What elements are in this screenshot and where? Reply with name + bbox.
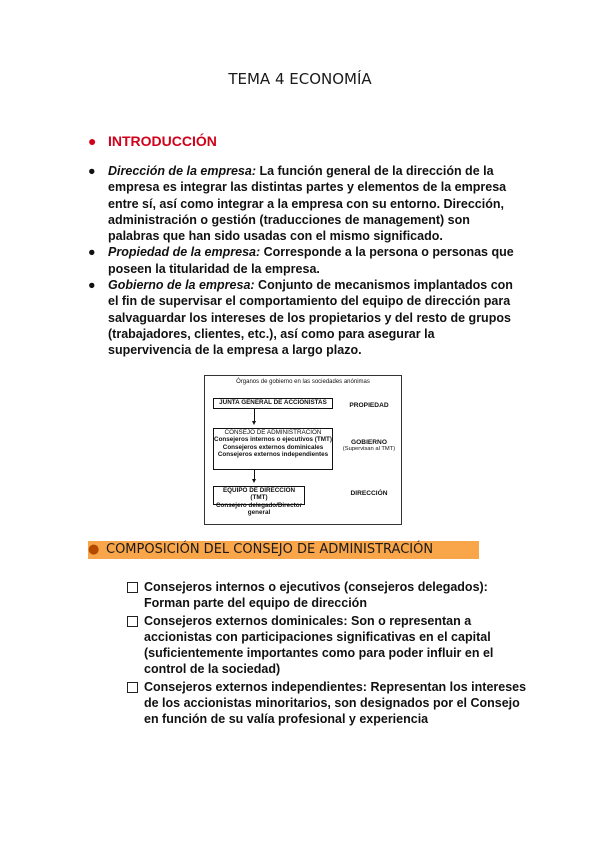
section-heading-introduccion — [88, 133, 217, 149]
diagram-title: Órganos de gobierno en las sociedades anónimas — [236, 379, 370, 385]
item-text: Consejeros internos o ejecutivos (consejeros delegados): Forman parte del equipo de dirección — [144, 580, 488, 611]
composition-list — [127, 579, 537, 728]
bullet-icon: ● — [88, 133, 97, 149]
direccion-label: DIRECCIÓN — [350, 490, 388, 497]
consejo-line: Consejeros externos independientes — [217, 451, 329, 459]
checkbox-icon[interactable] — [127, 682, 138, 693]
checkbox-icon[interactable] — [127, 582, 138, 593]
equipo-box — [213, 486, 305, 517]
consejo-line: Consejeros externos dominicales — [222, 443, 324, 451]
bullet-icon: ● — [88, 164, 96, 178]
consejo-title: CONSEJO DE ADMINISTRACIÓN — [224, 429, 322, 436]
equipo-title: EQUIPO DE DIRECCIÓN (TMT) — [222, 487, 296, 502]
page-title: TEMA 4 ECONOMÍA — [228, 70, 372, 88]
term: Gobierno de la empresa: — [108, 278, 255, 293]
list-item — [88, 163, 518, 244]
consejo-line: Consejeros internos o ejecutivos (TMT) — [214, 436, 332, 444]
term: Dirección de la empresa: — [108, 164, 256, 178]
bullet-icon: ● — [88, 278, 96, 293]
item-text: Consejeros externos independientes: Representan los intereses de los accionistas minoritarios, son designados por el Consejo en función de su valía profesional y experiencia — [144, 679, 527, 727]
definition-text: Conjunto de mecanismos implantados con el fin de supervisar el comportamiento del equipo de dirección para salvaguardar los intereses de los propietarios y del resto de grupos (trabajadores, clientes, etc.), así como para asegurar la supervivencia de la empresa a largo plazo. — [108, 278, 513, 358]
list-item — [88, 277, 518, 358]
section-heading-text: COMPOSICIÓN DEL CONSEJO DE ADMINISTRACIÓN — [106, 542, 434, 557]
list-item — [127, 679, 537, 728]
list-item — [127, 613, 537, 678]
consejo-box — [213, 428, 333, 470]
arrow-icon — [254, 470, 255, 480]
gobierno-subtitle: (Supervisan al TMT) — [342, 446, 396, 453]
list-item — [127, 579, 537, 612]
arrow-icon — [254, 409, 255, 422]
propiedad-label: PROPIEDAD — [349, 402, 389, 409]
item-text: Consejeros externos dominicales: Son o representan a accionistas con participaciones significativas en el capital (suficientemente importantes como para poder influir en el control de la sociedad) — [144, 613, 494, 677]
equipo-line: Consejero delegado/Director general — [215, 501, 303, 517]
gobierno-title: GOBIERNO — [351, 439, 387, 446]
bullet-icon: ● — [88, 542, 100, 557]
list-item — [88, 244, 518, 277]
bullet-icon: ● — [88, 245, 96, 260]
governance-diagram — [204, 375, 402, 525]
definitions-list — [88, 163, 518, 359]
junta-label: JUNTA GENERAL DE ACCIONISTAS — [219, 399, 327, 406]
definition-text: Corresponde a la persona o personas que poseen la titularidad de la empresa. — [108, 245, 514, 276]
section-heading-text: INTRODUCCIÓN — [108, 133, 217, 149]
checkbox-icon[interactable] — [127, 616, 138, 627]
junta-box — [213, 398, 333, 409]
section-heading-composicion — [88, 541, 479, 559]
gobierno-label — [337, 439, 401, 454]
definition-text: La función general de la dirección de la empresa es integrar las distintas partes y elementos de la empresa entre sí, así como integrar a la empresa con su entorno. Dirección, administración o gestión (traducciones de management) son palabras que han sido usadas con el mismo significado. — [108, 164, 507, 244]
term: Propiedad de la empresa: — [108, 245, 261, 260]
